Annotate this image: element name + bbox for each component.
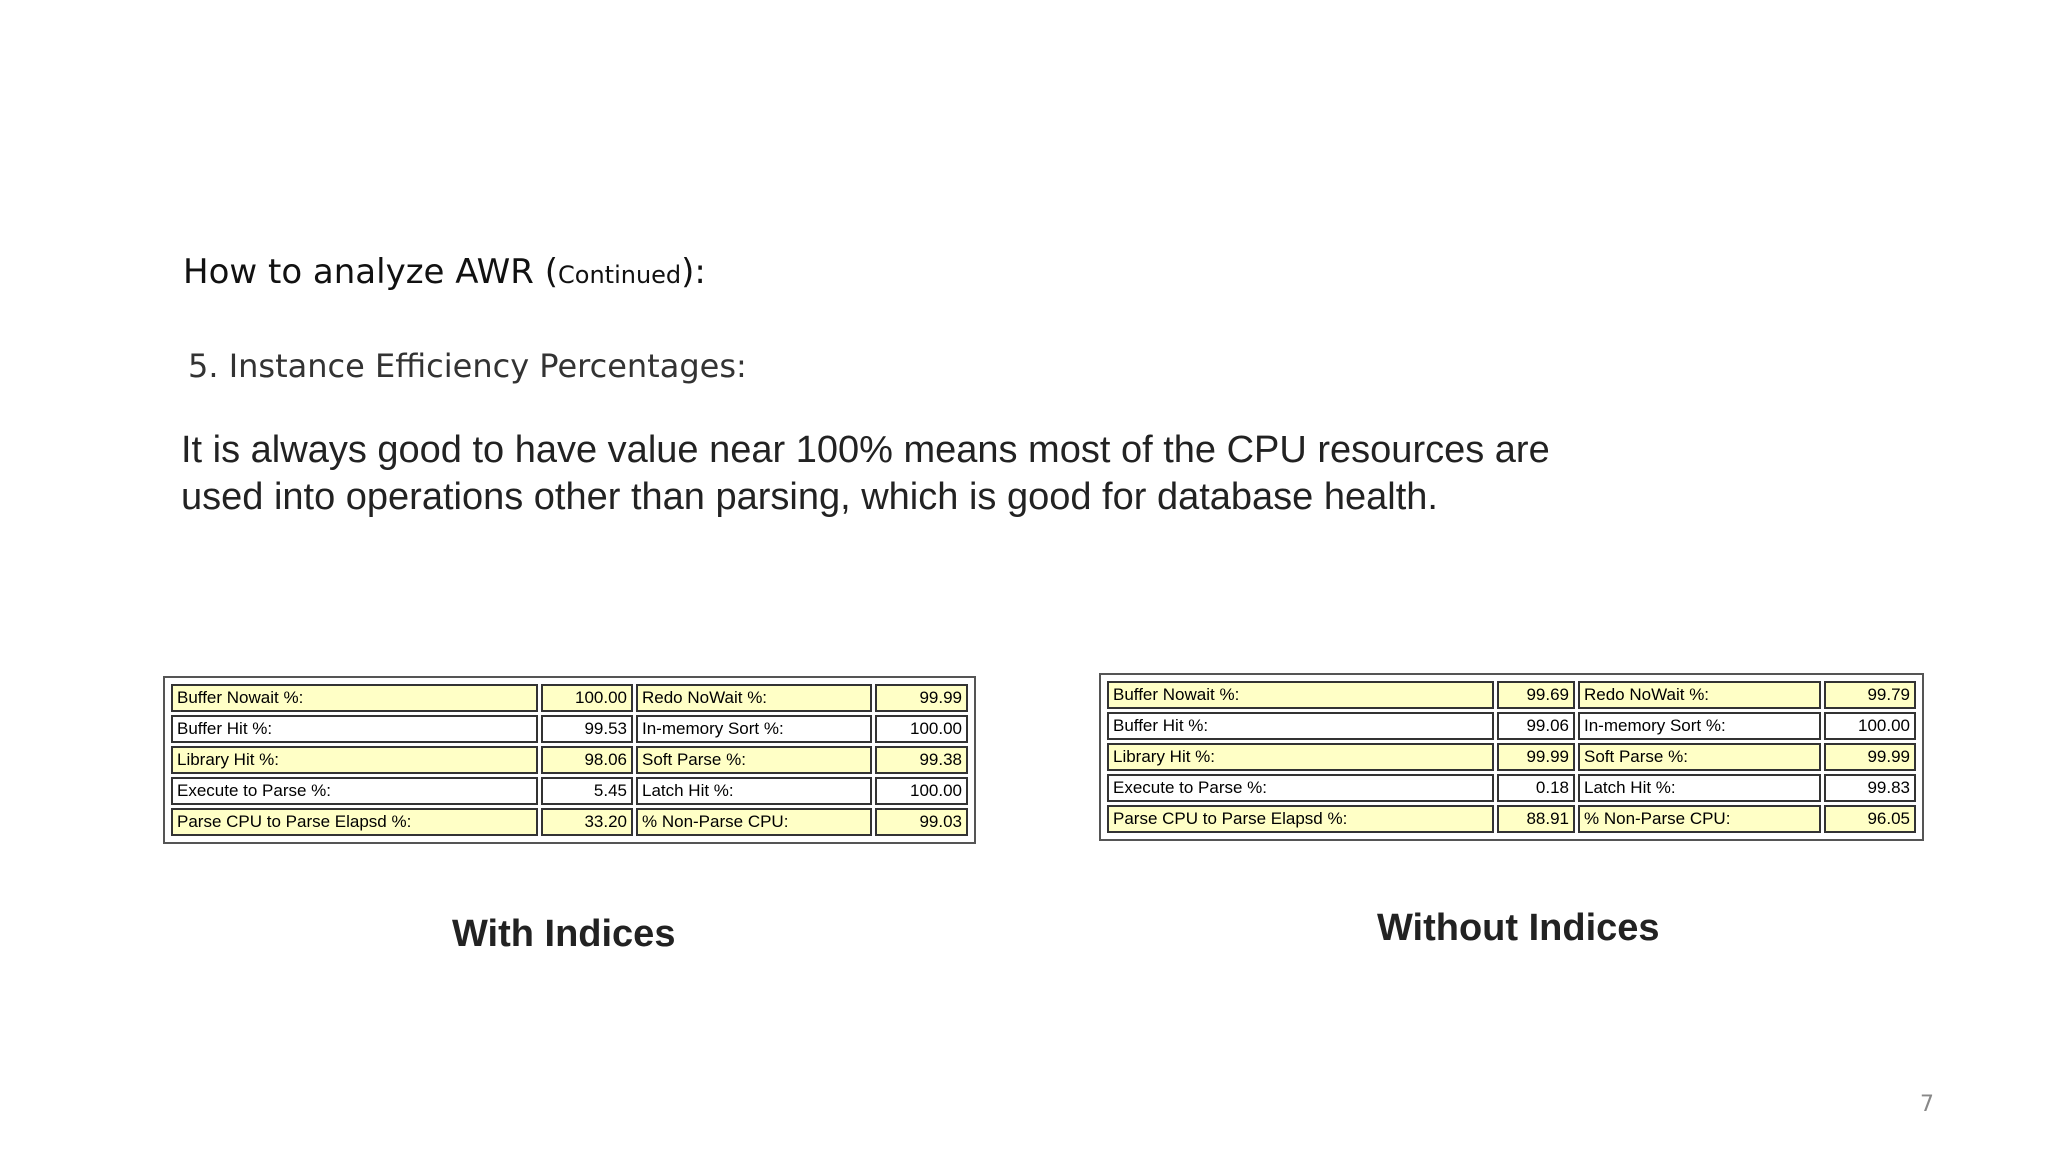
metric-value: 99.03 [875, 808, 968, 836]
table-row [1107, 805, 1916, 833]
efficiency-table-without-indices [1099, 673, 1924, 841]
metric-value: 98.06 [541, 746, 633, 774]
metric-value: 96.05 [1824, 805, 1916, 833]
metric-value: 99.99 [1824, 743, 1916, 771]
caption-without-indices: Without Indices [1377, 907, 1660, 949]
metric-label: Redo NoWait %: [1578, 681, 1821, 709]
metric-label: % Non-Parse CPU: [1578, 805, 1821, 833]
metric-value: 99.06 [1497, 712, 1575, 740]
body-line-1: It is always good to have value near 100% means most of the CPU resources are [181, 429, 1550, 471]
metric-label: Latch Hit %: [636, 777, 872, 805]
heading-end: ): [681, 252, 706, 292]
table-row [171, 684, 968, 712]
metric-label: In-memory Sort %: [636, 715, 872, 743]
metric-label: Parse CPU to Parse Elapsd %: [1107, 805, 1494, 833]
metric-label: Soft Parse %: [1578, 743, 1821, 771]
metric-label: Library Hit %: [1107, 743, 1494, 771]
metric-label: In-memory Sort %: [1578, 712, 1821, 740]
metric-value: 99.69 [1497, 681, 1575, 709]
metric-label: Buffer Nowait %: [1107, 681, 1494, 709]
metric-value: 99.99 [1497, 743, 1575, 771]
efficiency-table-with-indices [163, 676, 976, 844]
metric-value: 100.00 [875, 777, 968, 805]
metric-label: Execute to Parse %: [171, 777, 538, 805]
metric-value: 100.00 [1824, 712, 1916, 740]
table-row [1107, 712, 1916, 740]
metric-label: Parse CPU to Parse Elapsd %: [171, 808, 538, 836]
table-row [171, 777, 968, 805]
metric-label: Buffer Hit %: [171, 715, 538, 743]
metric-label: Soft Parse %: [636, 746, 872, 774]
metric-value: 0.18 [1497, 774, 1575, 802]
heading-main: How to analyze AWR ( [183, 252, 558, 292]
metric-label: Execute to Parse %: [1107, 774, 1494, 802]
metric-value: 99.53 [541, 715, 633, 743]
caption-with-indices: With Indices [452, 913, 676, 955]
metric-value: 99.79 [1824, 681, 1916, 709]
body-line-2: used into operations other than parsing, which is good for database health. [181, 476, 1438, 518]
metric-value: 100.00 [875, 715, 968, 743]
metric-label: Library Hit %: [171, 746, 538, 774]
section-subheading: 5. Instance Efficiency Percentages: [188, 347, 747, 385]
table-row [171, 715, 968, 743]
metric-value: 5.45 [541, 777, 633, 805]
body-paragraph [181, 427, 1681, 521]
table-row [1107, 681, 1916, 709]
table-row [171, 746, 968, 774]
table-row [1107, 743, 1916, 771]
metric-value: 99.38 [875, 746, 968, 774]
table-row [171, 808, 968, 836]
metric-value: 100.00 [541, 684, 633, 712]
metric-label: Buffer Hit %: [1107, 712, 1494, 740]
table-row [1107, 774, 1916, 802]
metric-value: 33.20 [541, 808, 633, 836]
metric-label: % Non-Parse CPU: [636, 808, 872, 836]
metric-label: Latch Hit %: [1578, 774, 1821, 802]
heading-continued: Continued [558, 261, 682, 289]
metric-value: 88.91 [1497, 805, 1575, 833]
slide-heading [183, 252, 706, 292]
metric-label: Buffer Nowait %: [171, 684, 538, 712]
metric-label: Redo NoWait %: [636, 684, 872, 712]
metric-value: 99.99 [875, 684, 968, 712]
page-number: 7 [1920, 1092, 1934, 1117]
metric-value: 99.83 [1824, 774, 1916, 802]
